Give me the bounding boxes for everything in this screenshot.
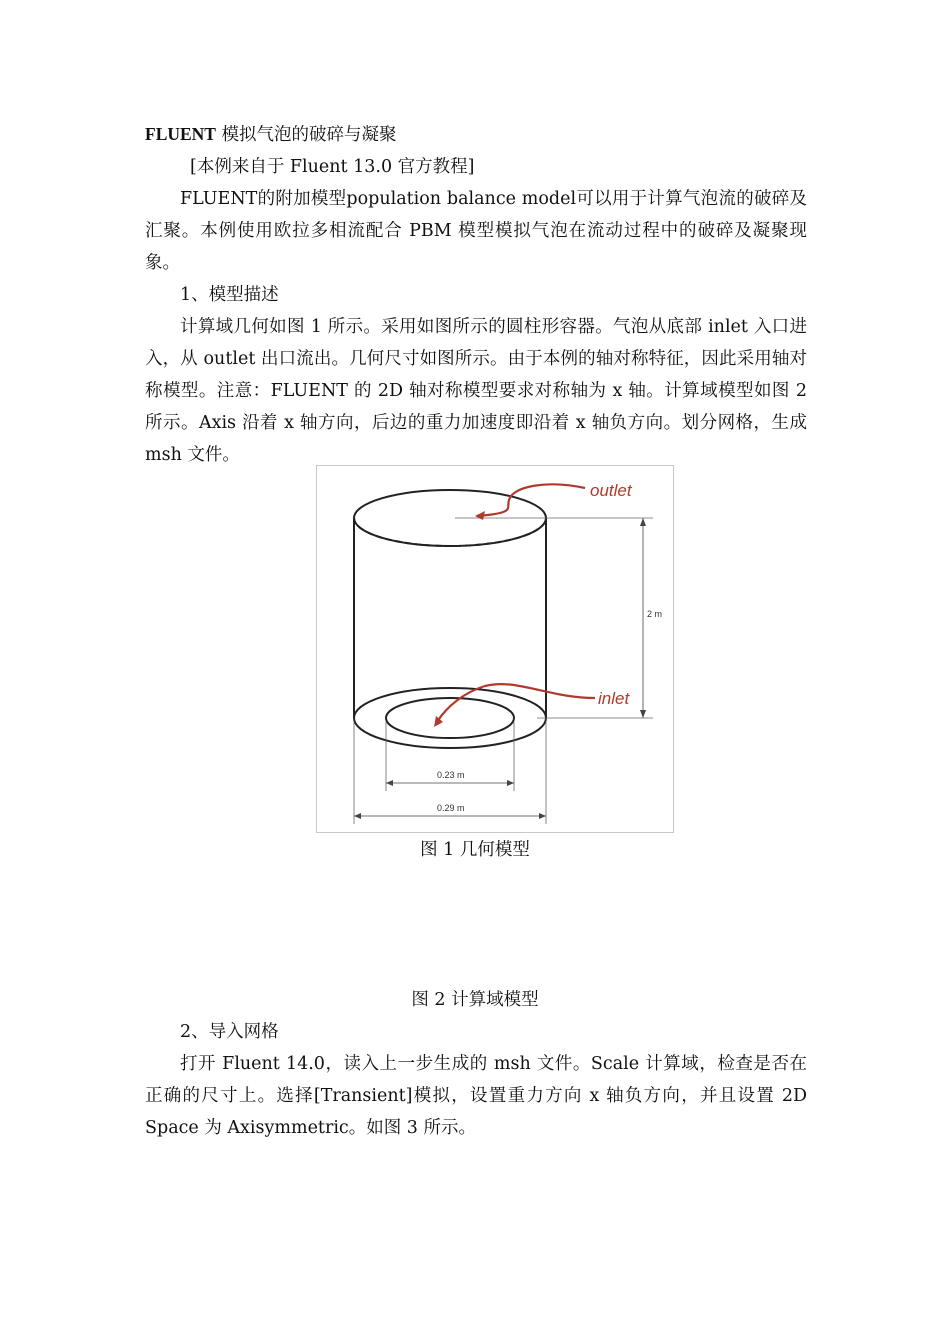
title-bold: FLUENT — [145, 124, 216, 144]
figure2-caption: 图 2 计算域模型 — [411, 990, 539, 1010]
inner-diam-label: 0.23 m — [437, 770, 465, 780]
height-label: 2 m — [647, 609, 663, 619]
outlet-label: outlet — [590, 481, 632, 500]
inlet-arrowhead — [434, 716, 443, 727]
height-arrow-top — [640, 518, 646, 526]
paragraph-intro: FLUENT的附加模型population balance model可以用于计算气泡流的破碎及汇聚。本例使用欧拉多相流配合 PBM 模型模拟气泡在流动过程中的破碎及凝聚现象。 — [145, 189, 807, 273]
title-rest: 模拟气泡的破碎与凝聚 — [215, 125, 397, 145]
doc-title — [145, 118, 807, 151]
inner-arrow-left — [386, 780, 393, 786]
inlet-label: inlet — [598, 689, 630, 708]
section-heading-import: 2、导入网格 — [180, 1022, 279, 1042]
outlet-arrowhead — [475, 511, 485, 520]
figure1-caption: 图 1 几何模型 — [420, 840, 530, 860]
inlet-arrow — [437, 684, 595, 722]
paragraph-model-description: 计算域几何如图 1 所示。采用如图所示的圆柱形容器。气泡从底部 inlet 入口进入，从 outlet 出口流出。几何尺寸如图所示。由于本例的轴对称特征，因此采用轴对称模型。注意：FLUENT 的 2D 轴对称模型要求对称轴为 x 轴。计算域模型如图 2 所示。Axis 沿着 x 轴方向，后边的重力加速度即沿着 x 轴负方向。划分网格，生成 msh 文件。 — [145, 317, 807, 465]
top-ellipse-back — [354, 518, 546, 546]
source-note: [本例来自于 Fluent 13.0 官方教程] — [190, 157, 475, 177]
inlet-ellipse — [386, 698, 514, 738]
document-body — [145, 118, 807, 471]
outer-arrow-left — [354, 813, 361, 819]
outer-diam-label: 0.29 m — [437, 803, 465, 813]
section-heading-model: 1、模型描述 — [180, 285, 279, 305]
outlet-arrow — [477, 484, 585, 516]
document-body-continued — [145, 1016, 807, 1144]
paragraph-import: 打开 Fluent 14.0，读入上一步生成的 msh 文件。Scale 计算域，检查是否在正确的尺寸上。选择[Transient]模拟，设置重力方向 x 轴负方向，并且设置 2D Space 为 Axisymmetric。如图 3 所示。 — [145, 1054, 807, 1138]
inner-arrow-right — [507, 780, 514, 786]
figure-geometry — [316, 465, 674, 833]
outer-arrow-right — [539, 813, 546, 819]
cylinder-diagram — [317, 466, 673, 832]
height-arrow-bottom — [640, 710, 646, 718]
